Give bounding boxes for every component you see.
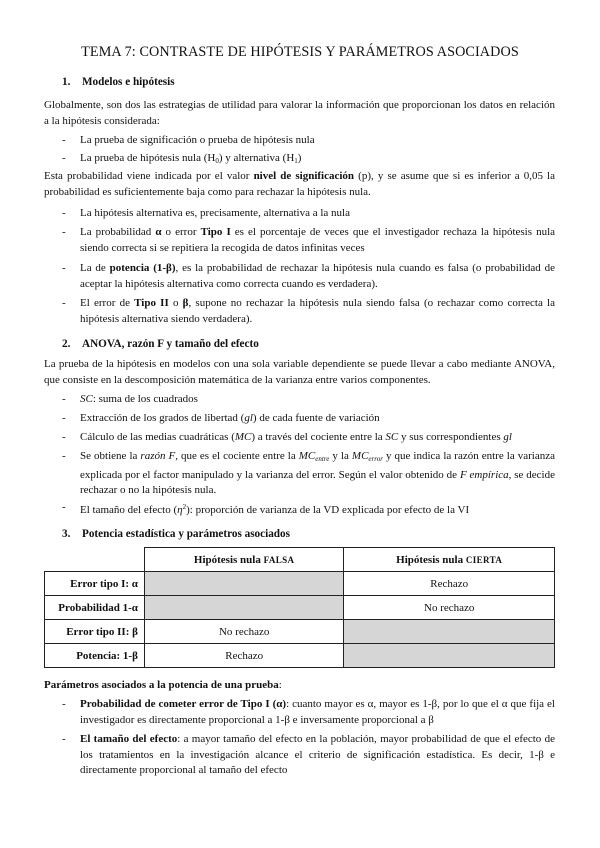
section-2-title: ANOVA, razón F y tamaño del efecto [82, 338, 259, 350]
list-item-text: Se obtiene la razón F, que es el cociente entre la $MC_{entre}$ y la $MC_{error}$ y que indica la razón entre la varianza explicada por el factor manipulado y la varianza del error. Según el valor obtenido de F empírica, se decide rechazar o no la hipótesis nula. [80, 450, 555, 497]
list-dash: - [62, 134, 66, 146]
list-dash: - [62, 297, 66, 309]
list-item [62, 697, 555, 728]
list-item [62, 449, 555, 499]
table-row-label: Error tipo II: β [45, 620, 145, 644]
list-dash: - [62, 262, 66, 274]
table-cell: Rechazo [144, 644, 344, 668]
list-item-text: El tamaño del efecto: a mayor tamaño del efecto en la población, mayor probabilidad de que el efecto de los tratamientos en la investigación alcance el criterio de significación estadística. Es decir, 1-β e directamente proporcional al tamaño del efecto [80, 733, 555, 777]
section-1-number: 1. [62, 76, 71, 88]
table-header-cell: Hipótesis nula FALSA [144, 548, 344, 572]
list-item-text: La hipótesis alternativa es, precisamente, alternativa a la nula [80, 207, 350, 219]
list-dash: - [62, 226, 66, 238]
list-dash: - [62, 733, 66, 745]
list-item [62, 225, 555, 256]
list-item-text: Probabilidad de cometer error de Tipo I (α): cuanto mayor es α, mayor es 1-β, por lo que el α que fija el investigador es directamente proporcional a 1-β e inversamente proporcional a β [80, 698, 555, 726]
section-3-title: Potencia estadística y parámetros asociados [82, 528, 290, 540]
table-row [45, 596, 555, 620]
list-item [62, 296, 555, 327]
list-item [62, 206, 555, 222]
list-item [62, 392, 555, 408]
table-cell: No rechazo [144, 620, 344, 644]
list-item-text: El error de Tipo II o β, supone no rechazar la hipótesis nula siendo falsa (o rechazar como correcta la hipótesis alternativa siendo verdadera). [80, 297, 555, 325]
list-item-text: Cálculo de las medias cuadráticas (MC) a través del cociente entre la SC y sus correspondientes gl [80, 431, 512, 443]
list-item [62, 151, 555, 170]
section-2-heading [62, 338, 259, 350]
table-cell [344, 644, 555, 668]
table-header-cell: Hipótesis nula CIERTA [344, 548, 555, 572]
table-row-label: Probabilidad 1-α [45, 596, 145, 620]
section-3-heading [62, 528, 290, 540]
section-3-number: 3. [62, 528, 71, 540]
section-1-intro: Globalmente, son dos las estrategias de utilidad para valorar la información que proporcionan los datos en relación a la hipótesis considerada: [44, 99, 555, 127]
list-dash: - [62, 450, 66, 462]
list-item-text: La prueba de hipótesis nula $(H_0)$ y alternativa $(H_1)$ [80, 152, 302, 165]
section-2-intro: La prueba de la hipótesis en modelos con una sola variable dependiente se puede llevar a cabo mediante ANOVA, que consiste en la descomposición matemática de la varianza entre varios componentes. [44, 358, 555, 386]
list-dash: - [62, 431, 66, 443]
section-1-title: Modelos e hipótesis [82, 76, 175, 88]
table-cell: Rechazo [344, 572, 555, 596]
list-item-text: La probabilidad α o error Tipo I es el porcentaje de veces que el investigador rechaza la hipótesis nula siendo correcta si se repitiera la recogida de datos infinitas veces [80, 226, 556, 254]
table-header-row [45, 548, 555, 572]
list-item-text: Extracción de los grados de libertad (gl) de cada fuente de variación [80, 412, 380, 424]
list-item [62, 411, 555, 427]
list-dash: - [62, 393, 66, 405]
table-corner [45, 548, 145, 572]
section-2-number: 2. [62, 338, 71, 350]
table-cell [144, 596, 344, 620]
list-item [62, 133, 555, 149]
table-cell [344, 620, 555, 644]
table-row-label: Potencia: 1-β [45, 644, 145, 668]
document-title: TEMA 7: CONTRASTE DE HIPÓTESIS Y PARÁMETROS ASOCIADOS [81, 44, 519, 60]
list-item [62, 500, 555, 519]
list-dash: - [62, 207, 66, 219]
list-item-text: SC: suma de los cuadrados [80, 393, 198, 405]
table-row [45, 644, 555, 668]
list-dash: - [62, 501, 66, 513]
list-item-text: La de potencia (1-β), es la probabilidad de rechazar la hipótesis nula cuando es falsa (o probabilidad de aceptar la hipótesis alternativa como correcta cuando es verdadera). [80, 262, 555, 290]
table-cell: No rechazo [344, 596, 555, 620]
list-item-text: La prueba de significación o prueba de hipótesis nula [80, 134, 315, 146]
table-cell [144, 572, 344, 596]
table-row [45, 620, 555, 644]
section-1-heading [62, 76, 175, 88]
table-row [45, 572, 555, 596]
list-dash: - [62, 698, 66, 710]
list-item [62, 430, 555, 446]
table-row-label: Error tipo I: α [45, 572, 145, 596]
list-dash: - [62, 412, 66, 424]
list-item [62, 732, 555, 779]
section-1-paragraph-2: Esta probabilidad viene indicada por el valor nivel de significación (p), y se asume que si es inferior a 0,05 la probabilidad es suficientemente baja como para rechazar la hipótesis nula. [44, 170, 556, 198]
list-dash: - [62, 152, 66, 164]
params-heading: Parámetros asociados a la potencia de una prueba: [44, 679, 282, 691]
power-table [44, 547, 555, 668]
list-item-text: El tamaño del efecto $(\eta^2)$: proporción de varianza de la VD explicada por efecto de la VI [80, 503, 470, 516]
list-item [62, 261, 555, 292]
